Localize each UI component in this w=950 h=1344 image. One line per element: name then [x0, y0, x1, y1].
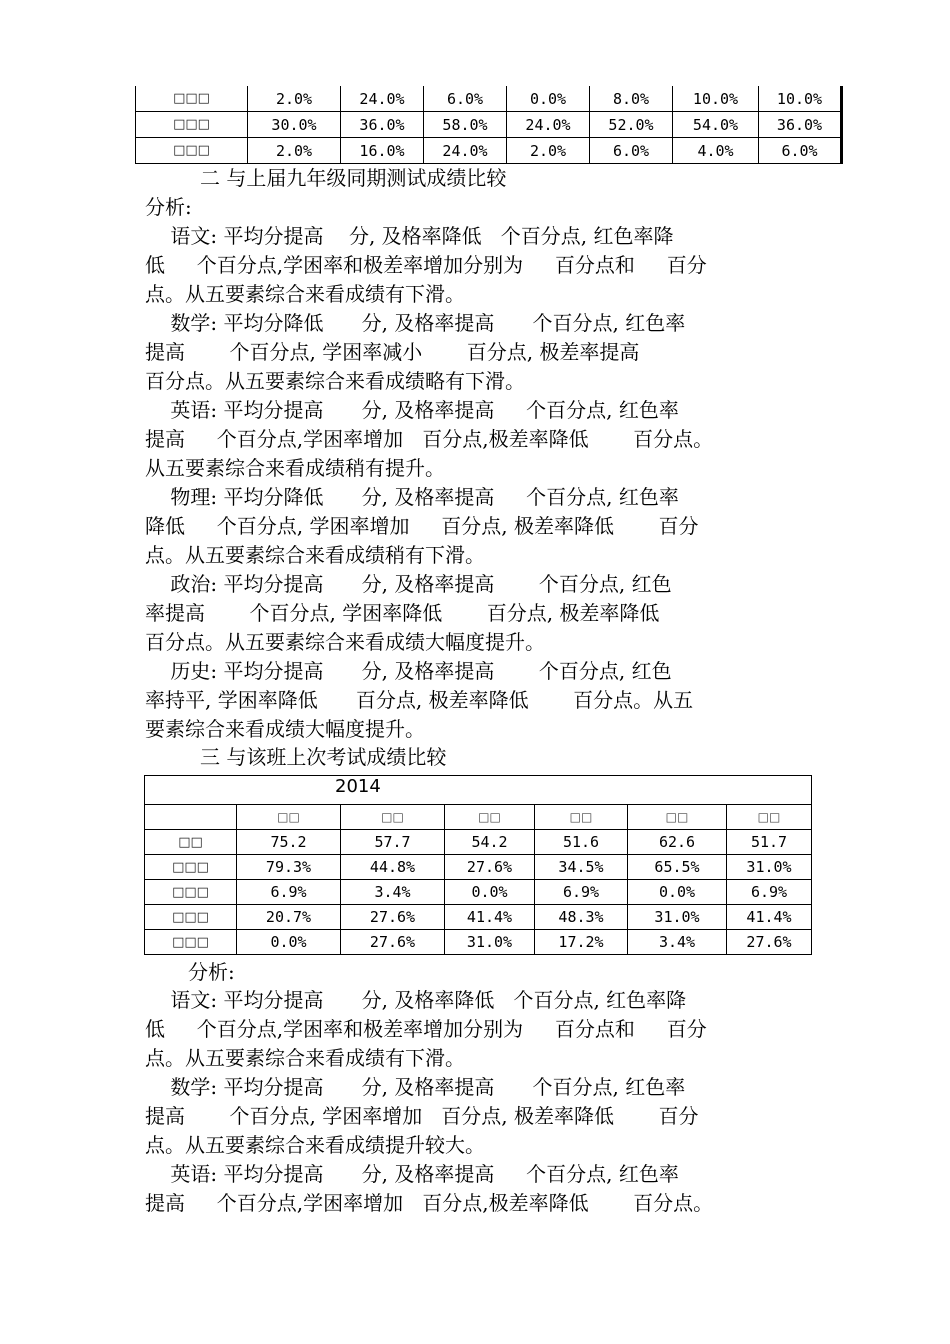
paragraph-line: 率持平, 学困率降低 百分点, 极差率降低 百分点。从五 — [145, 688, 694, 712]
table-cell: 27.6% — [727, 930, 812, 955]
table-row — [145, 930, 812, 955]
table-cell: 34.5% — [535, 855, 628, 880]
table-cell: 30.0% — [248, 112, 341, 138]
section-heading: 二 与上届九年级同期测试成绩比较 — [200, 166, 507, 190]
paragraph-line: 物理: 平均分降低 分, 及格率提高 个百分点, 红色率 — [145, 485, 679, 509]
row-label: □□□ — [136, 86, 248, 112]
paragraph-line: 低 个百分点,学困率和极差率增加分别为 百分点和 百分 — [145, 1017, 707, 1041]
paragraph-line: 低 个百分点,学困率和极差率增加分别为 百分点和 百分 — [145, 253, 707, 277]
table-cell: 6.9% — [727, 880, 812, 905]
table-cell: 27.6% — [341, 930, 445, 955]
paragraph-line: 提高 个百分点, 学困率减小 百分点, 极差率提高 — [145, 340, 640, 364]
table-cell: 36.0% — [341, 112, 424, 138]
paragraph-line: 数学: 平均分提高 分, 及格率提高 个百分点, 红色率 — [145, 1075, 686, 1099]
paragraph-line: 语文: 平均分提高 分, 及格率降低 个百分点, 红色率降 — [145, 988, 687, 1012]
row-label: □□ — [145, 830, 237, 855]
table-row — [145, 905, 812, 930]
table-cell: 8.0% — [590, 86, 673, 112]
table-cell: 0.0% — [237, 930, 341, 955]
table-cell: 0.0% — [507, 86, 590, 112]
row-label: □□□ — [145, 855, 237, 880]
table-cell: 31.0% — [727, 855, 812, 880]
table-cell: 65.5% — [628, 855, 727, 880]
table-cell: 51.7 — [727, 830, 812, 855]
table-cell: 2.0% — [248, 86, 341, 112]
table-cell: 58.0% — [424, 112, 507, 138]
paragraph-line: 百分点。从五要素综合来看成绩大幅度提升。 — [145, 630, 545, 654]
table-row — [145, 830, 812, 855]
table-cell: 16.0% — [341, 138, 424, 164]
paragraph-line: 数学: 平均分降低 分, 及格率提高 个百分点, 红色率 — [145, 311, 686, 335]
table-cell: 3.4% — [628, 930, 727, 955]
table-cell: 4.0% — [673, 138, 759, 164]
paragraph-line: 点。从五要素综合来看成绩有下滑。 — [145, 282, 465, 306]
table-cell: 31.0% — [628, 905, 727, 930]
paragraph-line: 语文: 平均分提高 分, 及格率降低 个百分点, 红色率降 — [145, 224, 674, 248]
paragraph-line: 提高 个百分点,学困率增加 百分点,极差率降低 百分点。 — [145, 1191, 714, 1215]
table-row — [145, 855, 812, 880]
paragraph-line: 政治: 平均分提高 分, 及格率提高 个百分点, 红色 — [145, 572, 672, 596]
header-cell: □□ — [727, 805, 812, 830]
table-cell: 6.0% — [759, 138, 842, 164]
table-cell: 6.9% — [237, 880, 341, 905]
analysis-label: 分析: — [145, 195, 192, 219]
table-row — [145, 880, 812, 905]
table-cell: 54.2 — [445, 830, 535, 855]
table-cell: 44.8% — [341, 855, 445, 880]
paragraph-line: 降低 个百分点, 学困率增加 百分点, 极差率降低 百分 — [145, 514, 699, 538]
table-cell: 54.0% — [673, 112, 759, 138]
table-cell: 6.0% — [424, 86, 507, 112]
table-cell: 24.0% — [341, 86, 424, 112]
table-cell: 27.6% — [341, 905, 445, 930]
comparison-table — [144, 775, 812, 955]
paragraph-line: 提高 个百分点, 学困率增加 百分点, 极差率降低 百分 — [145, 1104, 699, 1128]
paragraph-line: 点。从五要素综合来看成绩稍有下滑。 — [145, 543, 485, 567]
table-cell: 31.0% — [445, 930, 535, 955]
paragraph-line: 点。从五要素综合来看成绩提升较大。 — [145, 1133, 485, 1157]
paragraph-line: 百分点。从五要素综合来看成绩略有下滑。 — [145, 369, 525, 393]
header-cell — [145, 805, 237, 830]
table-cell: 17.2% — [535, 930, 628, 955]
table-header-row — [145, 805, 812, 830]
section-heading: 三 与该班上次考试成绩比较 — [200, 745, 447, 769]
paragraph-line: 要素综合来看成绩大幅度提升。 — [145, 717, 425, 741]
table-year: 2014 — [145, 776, 812, 805]
paragraph-line: 从五要素综合来看成绩稍有提升。 — [145, 456, 445, 480]
table-cell: 10.0% — [759, 86, 842, 112]
row-label: □□□ — [145, 880, 237, 905]
table-cell: 3.4% — [341, 880, 445, 905]
row-label: □□□ — [136, 112, 248, 138]
paragraph-line: 点。从五要素综合来看成绩有下滑。 — [145, 1046, 465, 1070]
table-cell: 57.7 — [341, 830, 445, 855]
header-cell: □□ — [237, 805, 341, 830]
table-cell: 2.0% — [248, 138, 341, 164]
table-cell: 41.4% — [727, 905, 812, 930]
table-row — [136, 86, 842, 112]
table-cell: 24.0% — [507, 112, 590, 138]
paragraph-line: 英语: 平均分提高 分, 及格率提高 个百分点, 红色率 — [145, 398, 679, 422]
header-cell: □□ — [535, 805, 628, 830]
table-title-row — [145, 776, 812, 805]
table-cell: 6.0% — [590, 138, 673, 164]
analysis-label: 分析: — [188, 960, 235, 984]
header-cell: □□ — [628, 805, 727, 830]
table-cell: 41.4% — [445, 905, 535, 930]
table-cell: 27.6% — [445, 855, 535, 880]
header-cell: □□ — [341, 805, 445, 830]
table-cell: 79.3% — [237, 855, 341, 880]
paragraph-line: 历史: 平均分提高 分, 及格率提高 个百分点, 红色 — [145, 659, 672, 683]
table-cell: 24.0% — [424, 138, 507, 164]
table-cell: 36.0% — [759, 112, 842, 138]
row-label: □□□ — [136, 138, 248, 164]
table-row — [136, 112, 842, 138]
row-label: □□□ — [145, 905, 237, 930]
table-cell: 0.0% — [445, 880, 535, 905]
paragraph-line: 提高 个百分点,学困率增加 百分点,极差率降低 百分点。 — [145, 427, 714, 451]
table-cell: 6.9% — [535, 880, 628, 905]
table-cell: 0.0% — [628, 880, 727, 905]
table-cell: 62.6 — [628, 830, 727, 855]
header-cell: □□ — [445, 805, 535, 830]
table-cell: 75.2 — [237, 830, 341, 855]
top-stats-table — [135, 86, 843, 164]
table-cell: 20.7% — [237, 905, 341, 930]
paragraph-line: 率提高 个百分点, 学困率降低 百分点, 极差率降低 — [145, 601, 660, 625]
table-cell: 2.0% — [507, 138, 590, 164]
table-cell: 48.3% — [535, 905, 628, 930]
table-cell: 10.0% — [673, 86, 759, 112]
table-cell: 52.0% — [590, 112, 673, 138]
table-cell: 51.6 — [535, 830, 628, 855]
table-row — [136, 138, 842, 164]
row-label: □□□ — [145, 930, 237, 955]
paragraph-line: 英语: 平均分提高 分, 及格率提高 个百分点, 红色率 — [145, 1162, 679, 1186]
